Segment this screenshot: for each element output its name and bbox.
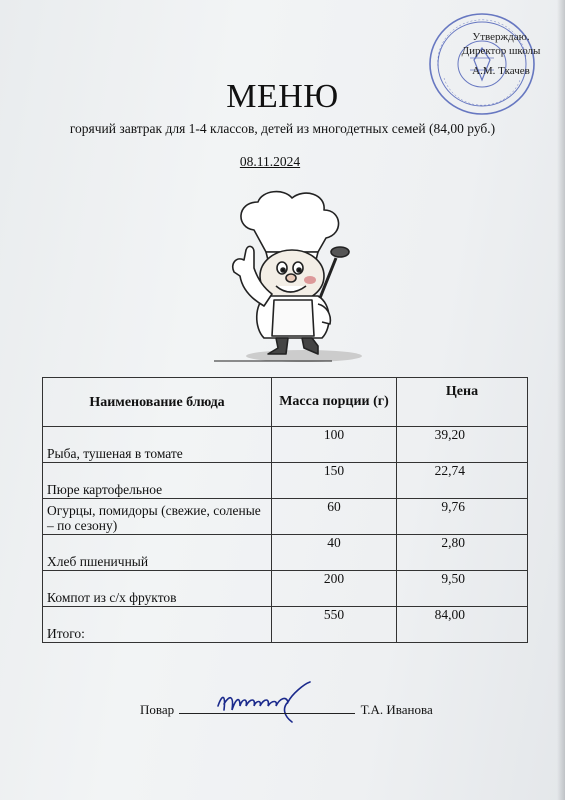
dish-price: 39,20 xyxy=(397,427,528,463)
table-header-row xyxy=(43,378,528,427)
approval-block xyxy=(436,30,565,78)
signature-line xyxy=(179,703,355,714)
approval-line-2: Директор школы xyxy=(461,45,541,57)
header-dish-name: Наименование блюда xyxy=(43,378,272,427)
table-row xyxy=(43,571,528,607)
handwritten-signature-icon xyxy=(212,676,322,726)
total-price: 84,00 xyxy=(397,607,528,643)
dish-price: 9,76 xyxy=(397,499,528,535)
page-title: МЕНЮ xyxy=(226,78,339,115)
dish-name: Рыба, тушеная в томате xyxy=(43,427,272,463)
total-label: Итого: xyxy=(43,607,272,643)
dish-price: 9,50 xyxy=(397,571,528,607)
table-row xyxy=(43,427,528,463)
dish-name: Компот из с/х фруктов xyxy=(43,571,272,607)
cook-label: Повар xyxy=(140,702,175,717)
dish-mass: 60 xyxy=(272,499,397,535)
dish-mass: 40 xyxy=(272,535,397,571)
dish-price: 22,74 xyxy=(397,463,528,499)
table-row xyxy=(43,463,528,499)
approval-line-3: А.М. Ткачев xyxy=(472,65,530,77)
table-row xyxy=(43,499,528,535)
table-row xyxy=(43,535,528,571)
dish-price: 2,80 xyxy=(397,535,528,571)
menu-date: 08.11.2024 xyxy=(239,154,301,169)
dish-name: Пюре картофельное xyxy=(43,463,272,499)
header-portion-mass: Масса порции (г) xyxy=(272,378,397,427)
cook-name: Т.А. Иванова xyxy=(360,702,433,717)
table-total-row xyxy=(43,607,528,643)
menu-table xyxy=(42,377,528,643)
header-price: Цена xyxy=(397,378,528,427)
footer-cook xyxy=(140,702,470,718)
dish-mass: 150 xyxy=(272,463,397,499)
total-mass: 550 xyxy=(272,607,397,643)
approval-line-1: Утверждаю. xyxy=(472,31,530,43)
dish-name: Огурцы, помидоры (свежие, соленые – по сезону) xyxy=(43,499,272,535)
dish-mass: 100 xyxy=(272,427,397,463)
dish-name: Хлеб пшеничный xyxy=(43,535,272,571)
page-edge-shadow xyxy=(557,0,565,800)
dish-mass: 200 xyxy=(272,571,397,607)
page-subtitle: горячий завтрак для 1-4 классов, детей из многодетных семей (84,00 руб.) xyxy=(69,121,496,136)
chef-illustration-icon xyxy=(214,188,364,363)
